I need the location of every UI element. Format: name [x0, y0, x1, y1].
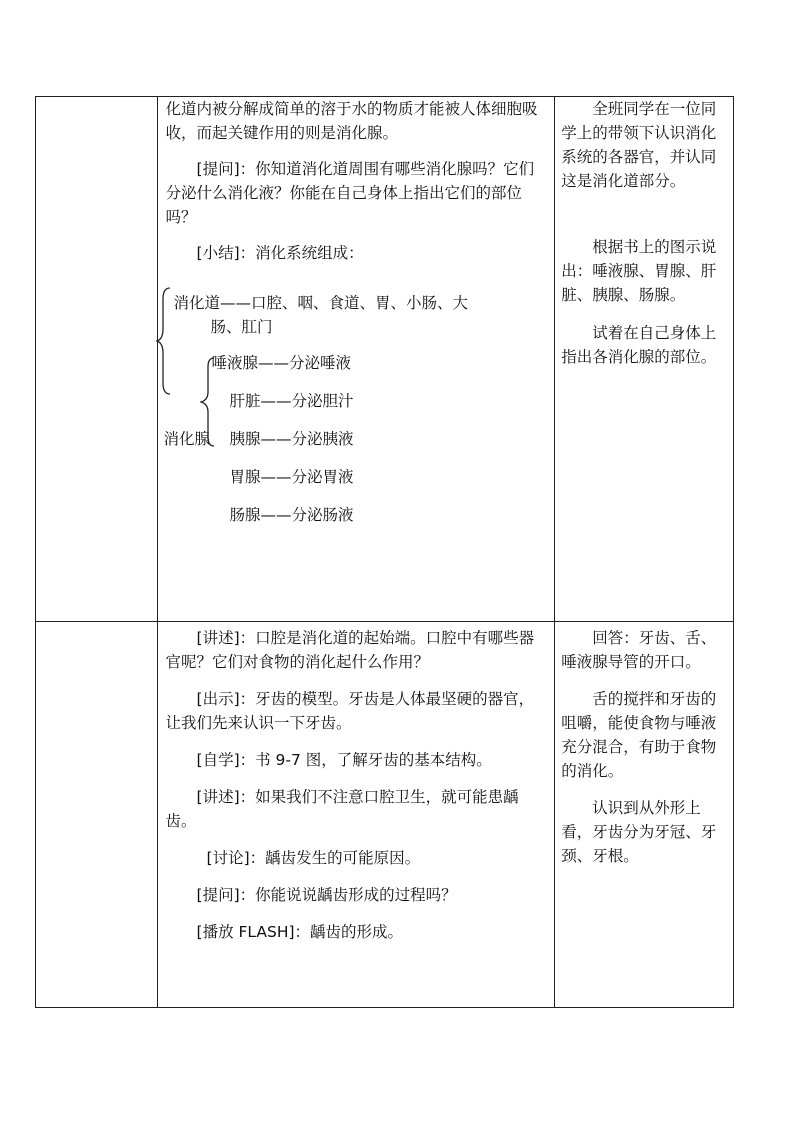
- gland-item: 唾液腺——分泌唾液: [211, 354, 352, 372]
- paragraph: [提问]：你知道消化道周围有哪些消化腺吗？它们分泌什么消化液？你能在自己身体上指出它们的部位吗？: [165, 160, 535, 226]
- digestive-system-summary: [163, 279, 549, 579]
- paragraph: 根据书上的图示说出：唾液腺、胃腺、肝脏、胰腺、肠腺。: [561, 238, 717, 304]
- paragraph: [小结]：消化系统组成：: [196, 244, 364, 262]
- paragraph: 化道内被分解成简单的溶于水的物质才能被人体细胞吸收，而起关键作用的则是消化腺。: [165, 100, 538, 142]
- paragraph: [出示]：牙齿的模型。牙齿是人体最坚硬的器官，让我们先来认识一下牙齿。: [165, 690, 535, 732]
- paragraph: 舌的搅拌和牙齿的咀嚼，能使食物与唾液充分混合，有助于食物的消化。: [561, 690, 717, 780]
- empty-cell: [36, 622, 158, 1008]
- teacher-activity-cell: [157, 97, 555, 622]
- student-activity-cell: [555, 622, 734, 1008]
- paragraph: 认识到从外形上看，牙齿分为牙冠、牙颈、牙根。: [561, 799, 717, 865]
- student-activity-cell: [555, 97, 734, 622]
- gland-item: 胰腺——分泌胰液: [229, 430, 354, 448]
- paragraph: [自学]：书 9-7 图，了解牙齿的基本结构。: [196, 751, 492, 769]
- gland-label: 消化腺: [163, 430, 211, 448]
- paragraph: [讲述]：如果我们不注意口腔卫生，就可能患龋齿。: [165, 788, 519, 830]
- paragraph: [提问]：你能说说龋齿形成的过程吗？: [196, 886, 457, 904]
- paragraph: 试着在自己身体上指出各消化腺的部位。: [561, 324, 717, 366]
- gland-item: 胃腺——分泌胃液: [229, 468, 354, 486]
- gland-item: 肠腺——分泌肠液: [229, 506, 354, 524]
- paragraph: [讲述]：口腔是消化道的起始端。口腔中有哪些器官呢？它们对食物的消化起什么作用？: [165, 629, 535, 671]
- paragraph: 全班同学在一位同学上的带领下认识消化系统的各器官，并认同这是消化道部分。: [561, 100, 717, 190]
- gland-item: 肝脏——分泌胆汁: [229, 392, 354, 410]
- lesson-plan-table: [35, 96, 734, 1008]
- paragraph: [播放 FLASH]：龋齿的形成。: [196, 923, 404, 941]
- empty-cell: [36, 97, 158, 622]
- paragraph: 回答：牙齿、舌、唾液腺导管的开口。: [561, 629, 717, 671]
- table-row: [36, 622, 734, 1008]
- tract-line-2: 肠、肛门: [210, 318, 273, 336]
- tract-line-1: 消化道——口腔、咽、食道、胃、小肠、大: [173, 294, 469, 312]
- outer-brace-icon: [156, 287, 172, 395]
- table-row: [36, 97, 734, 622]
- paragraph: [讨论]：龋齿发生的可能原因。: [206, 849, 421, 867]
- teacher-activity-cell: [157, 622, 555, 1008]
